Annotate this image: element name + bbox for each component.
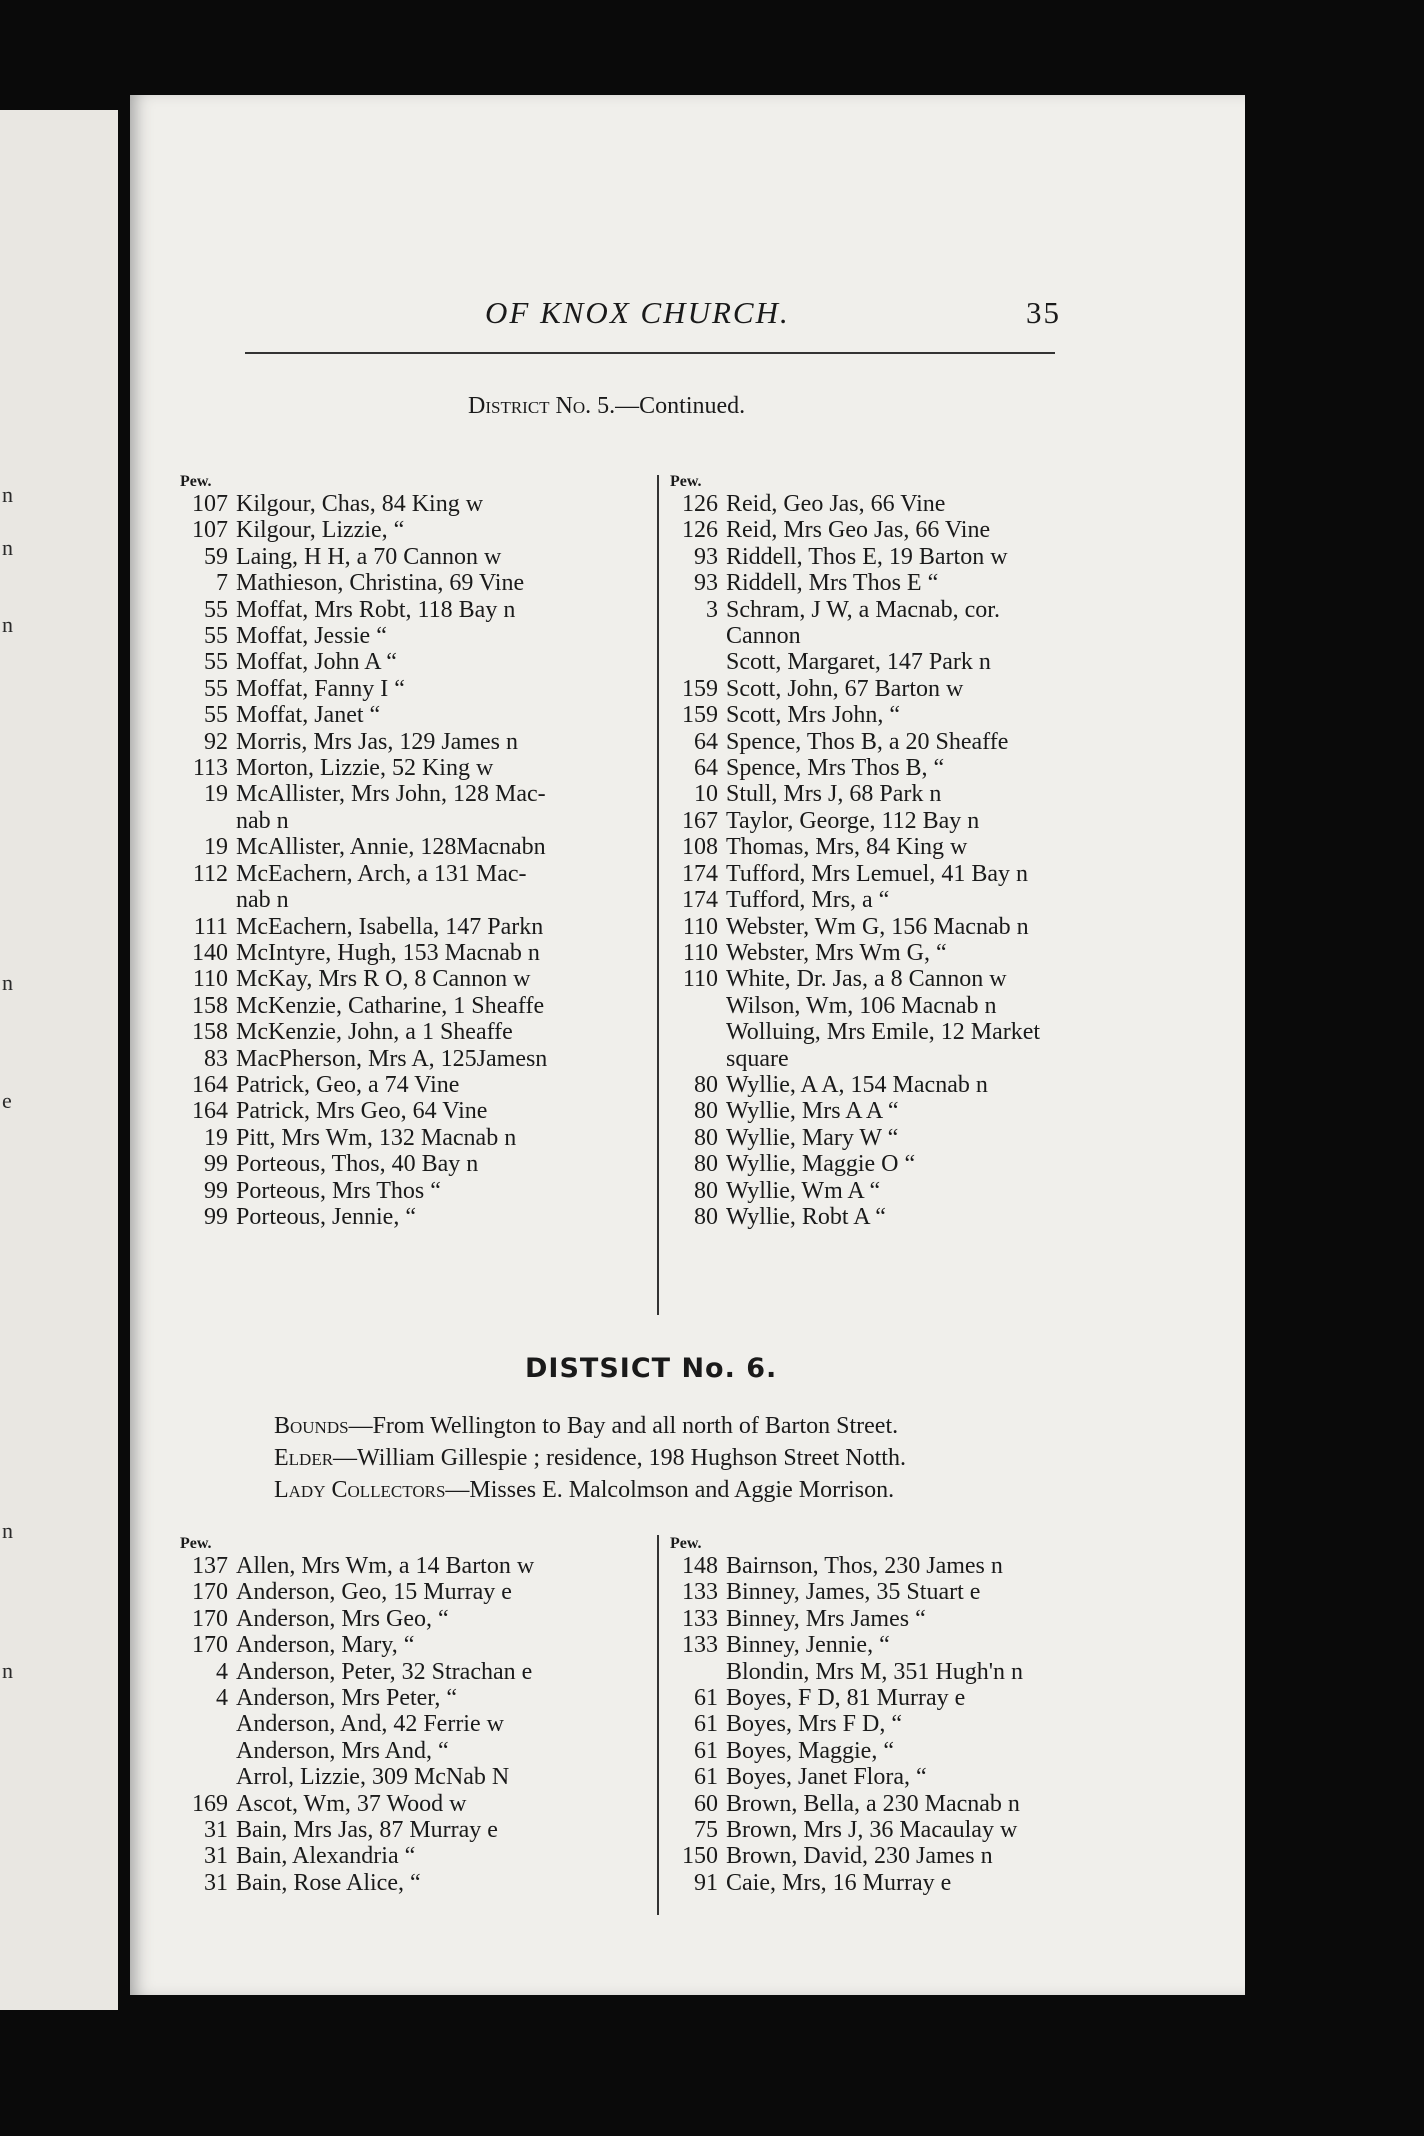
list-item	[670, 1072, 1040, 1098]
pew-number: 110	[682, 913, 718, 940]
member-entry: Boyes, Maggie, “	[726, 1737, 894, 1764]
pew-number	[180, 1738, 236, 1764]
member-entry: Wyllie, A A, 154 Macnab n	[726, 1071, 988, 1098]
pew-number: 107	[192, 491, 228, 517]
pew-number: 110	[192, 966, 228, 993]
list-item	[670, 1791, 1023, 1817]
list-item	[670, 1098, 1040, 1124]
member-entry: Patrick, Mrs Geo, 64 Vine	[236, 1098, 488, 1125]
member-entry: Scott, John, 67 Barton w	[726, 675, 964, 702]
list-item	[670, 1843, 1023, 1869]
pew-number: 126	[682, 517, 718, 544]
list-item	[180, 861, 547, 887]
list-item	[180, 755, 547, 781]
member-entry: Porteous, Thos, 40 Bay n	[236, 1151, 479, 1178]
member-entry: Mathieson, Christina, 69 Vine	[236, 570, 525, 597]
member-entry: Anderson, Peter, 32 Strachan e	[236, 1658, 533, 1685]
pew-number: 80	[694, 1124, 718, 1151]
member-entry: McAllister, Mrs John, 128 Mac-	[236, 781, 546, 808]
district5-left-column	[180, 473, 547, 1230]
pew-number	[180, 1711, 236, 1737]
member-entry: Kilgour, Lizzie, “	[236, 517, 405, 544]
member-entry: square	[726, 1045, 789, 1072]
pew-number: 133	[682, 1605, 718, 1632]
pew-number: 174	[682, 860, 718, 887]
member-entry: Tufford, Mrs Lemuel, 41 Bay n	[726, 860, 1028, 887]
member-entry: Spence, Mrs Thos B, “	[726, 755, 945, 782]
pew-number: 110	[682, 966, 718, 993]
member-entry: Arrol, Lizzie, 309 McNab N	[236, 1764, 510, 1791]
list-item	[670, 517, 1040, 543]
pew-number: 137	[192, 1553, 228, 1579]
pew-number: 64	[694, 755, 718, 782]
list-item	[180, 966, 547, 992]
left-page-fragment: n	[2, 482, 13, 507]
pew-number: 164	[192, 1071, 228, 1098]
pew-number: 31	[204, 1843, 228, 1870]
member-entry: Anderson, Mrs And, “	[236, 1737, 449, 1764]
left-page-fragment: n	[2, 970, 13, 995]
bounds-label: Bounds	[274, 1413, 349, 1439]
list-item	[670, 1178, 1040, 1204]
member-entry: Tufford, Mrs, a “	[726, 887, 890, 914]
member-entry: Porteous, Jennie, “	[236, 1203, 416, 1230]
list-item	[670, 1606, 1023, 1632]
list-item	[180, 1579, 534, 1605]
pew-number: 159	[682, 675, 718, 702]
pew-number: 169	[192, 1790, 228, 1817]
district6-collectors	[274, 1477, 894, 1504]
member-entry: Wilson, Wm, 106 Macnab n	[726, 992, 997, 1019]
list-item	[670, 676, 1040, 702]
member-entry: Reid, Geo Jas, 66 Vine	[726, 491, 946, 517]
pew-number: 126	[682, 491, 718, 517]
pew-number: 99	[204, 1151, 228, 1178]
list-item	[180, 1738, 534, 1764]
pew-number: 19	[204, 781, 228, 808]
list-item	[180, 517, 547, 543]
member-entry: Brown, Bella, a 230 Macnab n	[726, 1790, 1020, 1817]
pew-number: 150	[682, 1843, 718, 1870]
pew-number: 31	[204, 1817, 228, 1844]
list-item	[180, 1019, 547, 1045]
pew-number: 61	[694, 1685, 718, 1712]
pew-number: 61	[694, 1764, 718, 1791]
pew-number: 148	[682, 1553, 718, 1579]
pew-number: 10	[694, 781, 718, 808]
pew-number: 55	[204, 675, 228, 702]
pew-number: 107	[192, 517, 228, 544]
member-entry: Patrick, Geo, a 74 Vine	[236, 1071, 460, 1098]
pew-number: 140	[192, 939, 228, 966]
list-item	[180, 993, 547, 1019]
list-item	[180, 887, 547, 913]
pew-number: 111	[193, 913, 228, 940]
pew-number: 4	[216, 1685, 228, 1712]
district6-left-column	[180, 1535, 534, 1896]
pew-number: 4	[216, 1658, 228, 1685]
collectors-label: Lady Collectors	[274, 1477, 446, 1503]
list-item	[670, 729, 1040, 755]
pew-number: 55	[204, 702, 228, 729]
pew-number: 80	[694, 1177, 718, 1204]
pew-number: 174	[682, 887, 718, 914]
pew-number: 93	[694, 543, 718, 570]
pew-number: 55	[204, 649, 228, 676]
member-entry: Laing, H H, a 70 Cannon w	[236, 543, 502, 570]
member-entry: Blondin, Mrs M, 351 Hugh'n n	[726, 1658, 1024, 1685]
pew-number: 80	[694, 1203, 718, 1230]
member-entry: Moffat, Mrs Robt, 118 Bay n	[236, 596, 516, 623]
pew-number	[180, 808, 236, 834]
list-item	[670, 649, 1040, 675]
list-item	[670, 808, 1040, 834]
left-page-fragment: e	[2, 1088, 12, 1113]
member-entry: Wyllie, Mary W “	[726, 1124, 899, 1151]
member-entry: Thomas, Mrs, 84 King w	[726, 834, 968, 861]
member-entry: Pitt, Mrs Wm, 132 Macnab n	[236, 1124, 517, 1151]
list-item	[180, 570, 547, 596]
member-entry: Binney, Mrs James “	[726, 1605, 926, 1632]
list-item	[670, 861, 1040, 887]
list-item	[180, 914, 547, 940]
list-item	[180, 1817, 534, 1843]
list-item	[180, 834, 547, 860]
member-entry: Porteous, Mrs Thos “	[236, 1177, 441, 1204]
list-item	[670, 834, 1040, 860]
member-entry: Boyes, F D, 81 Murray e	[726, 1685, 966, 1712]
member-entry: Anderson, And, 42 Ferrie w	[236, 1711, 504, 1738]
list-item	[670, 781, 1040, 807]
left-page-fragment: n	[2, 535, 13, 560]
list-item	[180, 1553, 534, 1579]
pew-number: 80	[694, 1071, 718, 1098]
list-item	[670, 914, 1040, 940]
pew-number: 158	[192, 992, 228, 1019]
list-item	[670, 1817, 1023, 1843]
member-entry: Wyllie, Maggie O “	[726, 1151, 916, 1178]
list-item	[180, 940, 547, 966]
elder-text: —William Gillespie ; residence, 198 Hughson Street Notth.	[333, 1445, 906, 1471]
member-entry: Riddell, Thos E, 19 Barton w	[726, 543, 1008, 570]
pew-header: Pew.	[670, 1535, 702, 1552]
pew-number: 3	[706, 596, 718, 623]
list-item	[180, 1659, 534, 1685]
member-entry: Moffat, Fanny I “	[236, 675, 405, 702]
list-item	[180, 1843, 534, 1869]
pew-number: 108	[682, 834, 718, 861]
list-item	[670, 1711, 1023, 1737]
list-item	[670, 1019, 1040, 1045]
list-item	[670, 1685, 1023, 1711]
member-entry: Webster, Mrs Wm G, “	[726, 939, 947, 966]
member-entry: Anderson, Geo, 15 Murray e	[236, 1579, 512, 1606]
pew-number: 158	[192, 1019, 228, 1046]
pew-number	[670, 623, 726, 649]
book-page	[130, 95, 1245, 1995]
list-item	[180, 1791, 534, 1817]
list-item	[180, 1606, 534, 1632]
member-entry: Bain, Rose Alice, “	[236, 1869, 421, 1896]
pew-number: 64	[694, 728, 718, 755]
district5-title-suffix: —Continued.	[615, 393, 746, 419]
header-rule	[245, 352, 1055, 354]
list-item	[180, 676, 547, 702]
member-entry: Scott, Margaret, 147 Park n	[726, 649, 991, 676]
member-entry: Anderson, Mary, “	[236, 1632, 415, 1659]
district6-bounds	[274, 1413, 898, 1440]
list-item	[180, 1125, 547, 1151]
member-entry: Bain, Alexandria “	[236, 1843, 416, 1870]
list-item	[670, 887, 1040, 913]
list-item	[180, 702, 547, 728]
list-item	[670, 491, 1040, 517]
district5-right-column	[670, 473, 1040, 1230]
member-entry: Brown, David, 230 James n	[726, 1843, 993, 1870]
pew-number: 75	[694, 1817, 718, 1844]
list-item	[180, 1870, 534, 1896]
pew-number: 110	[682, 939, 718, 966]
pew-number: 113	[192, 755, 228, 782]
list-item	[670, 544, 1040, 570]
list-item	[670, 1046, 1040, 1072]
page-number: 35	[1026, 295, 1061, 330]
list-item	[670, 1632, 1023, 1658]
pew-number: 31	[204, 1869, 228, 1896]
pew-number: 60	[694, 1790, 718, 1817]
list-item	[180, 1046, 547, 1072]
member-entry: Reid, Mrs Geo Jas, 66 Vine	[726, 517, 991, 544]
pew-number: 164	[192, 1098, 228, 1125]
list-item	[180, 729, 547, 755]
pew-header: Pew.	[180, 1535, 212, 1552]
list-item	[180, 1098, 547, 1124]
pew-number: 170	[192, 1579, 228, 1606]
pew-number	[670, 993, 726, 1019]
member-entry: Taylor, George, 112 Bay n	[726, 807, 980, 834]
pew-number: 133	[682, 1579, 718, 1606]
pew-number: 93	[694, 570, 718, 597]
list-item	[670, 1738, 1023, 1764]
member-entry: Ascot, Wm, 37 Wood w	[236, 1790, 467, 1817]
member-entry: nab n	[236, 807, 289, 834]
member-entry: Webster, Wm G, 156 Macnab n	[726, 913, 1029, 940]
pew-number: 61	[694, 1711, 718, 1738]
pew-number	[670, 1019, 726, 1045]
member-entry: McIntyre, Hugh, 153 Macnab n	[236, 939, 540, 966]
pew-number: 92	[204, 728, 228, 755]
list-item	[180, 1204, 547, 1230]
list-item	[670, 755, 1040, 781]
pew-number: 133	[682, 1632, 718, 1659]
district5-title	[468, 393, 1424, 420]
member-entry: McEachern, Arch, a 131 Mac-	[236, 860, 527, 887]
list-item	[180, 649, 547, 675]
member-entry: Riddell, Mrs Thos E “	[726, 570, 939, 597]
list-item	[180, 781, 547, 807]
elder-label: Elder	[274, 1445, 334, 1471]
member-entry: MacPherson, Mrs A, 125Jamesn	[236, 1045, 548, 1072]
left-page-fragment: n	[2, 1518, 13, 1543]
pew-number	[180, 1764, 236, 1790]
member-entry: Binney, James, 35 Stuart e	[726, 1579, 981, 1606]
pew-number: 170	[192, 1632, 228, 1659]
member-entry: Wyllie, Robt A “	[726, 1203, 886, 1230]
pew-number: 19	[204, 1124, 228, 1151]
pew-header: Pew.	[670, 473, 702, 490]
member-entry: Stull, Mrs J, 68 Park n	[726, 781, 942, 808]
list-item	[670, 1870, 1023, 1896]
member-entry: Brown, Mrs J, 36 Macaulay w	[726, 1817, 1018, 1844]
pew-number: 112	[192, 860, 228, 887]
list-item	[670, 1659, 1023, 1685]
pew-number	[670, 1659, 726, 1685]
list-item	[670, 966, 1040, 992]
pew-number: 91	[694, 1869, 718, 1896]
member-entry: Morris, Mrs Jas, 129 James n	[236, 728, 518, 755]
member-entry: Wyllie, Mrs A A “	[726, 1098, 899, 1125]
district6-elder	[274, 1445, 906, 1472]
list-item	[670, 623, 1040, 649]
pew-number	[670, 649, 726, 675]
member-entry: Kilgour, Chas, 84 King w	[236, 491, 484, 517]
list-item	[670, 1553, 1023, 1579]
member-entry: McKenzie, John, a 1 Sheaffe	[236, 1019, 513, 1046]
list-item	[180, 544, 547, 570]
left-page-edge	[0, 110, 118, 2010]
list-item	[180, 1711, 534, 1737]
left-page-fragment: n	[2, 612, 13, 637]
pew-number: 59	[204, 543, 228, 570]
member-entry: Moffat, Janet “	[236, 702, 381, 729]
list-item	[180, 597, 547, 623]
list-item	[180, 1178, 547, 1204]
member-entry: Boyes, Janet Flora, “	[726, 1764, 927, 1791]
collectors-text: —Misses E. Malcolmson and Aggie Morrison.	[445, 1477, 895, 1503]
pew-number: 99	[204, 1203, 228, 1230]
member-entry: Allen, Mrs Wm, a 14 Barton w	[236, 1553, 535, 1579]
list-item	[670, 1579, 1023, 1605]
pew-header: Pew.	[180, 473, 212, 490]
member-entry: Boyes, Mrs F D, “	[726, 1711, 903, 1738]
pew-number: 19	[204, 834, 228, 861]
list-item	[180, 1685, 534, 1711]
pew-number: 159	[682, 702, 718, 729]
list-item	[670, 940, 1040, 966]
column-divider	[657, 475, 659, 1315]
list-item	[180, 1072, 547, 1098]
member-entry: Bain, Mrs Jas, 87 Murray e	[236, 1817, 498, 1844]
member-entry: McKenzie, Catharine, 1 Sheaffe	[236, 992, 545, 1019]
member-entry: Wolluing, Mrs Emile, 12 Market	[726, 1019, 1041, 1046]
list-item	[670, 570, 1040, 596]
member-entry: Schram, J W, a Macnab, cor.	[726, 596, 1000, 623]
district6-right-column	[670, 1535, 1023, 1896]
member-entry: Bairnson, Thos, 230 James n	[726, 1553, 1003, 1579]
district5-title-prefix: District No. 5.	[468, 393, 616, 419]
member-entry: McKay, Mrs R O, 8 Cannon w	[236, 966, 531, 993]
list-item	[670, 1204, 1040, 1230]
pew-number: 61	[694, 1737, 718, 1764]
pew-number: 80	[694, 1098, 718, 1125]
member-entry: Cannon	[726, 623, 801, 650]
left-page-fragment: n	[2, 1658, 13, 1683]
list-item	[670, 1151, 1040, 1177]
member-entry: nab n	[236, 887, 289, 914]
list-item	[670, 1764, 1023, 1790]
pew-number: 7	[216, 570, 228, 597]
bounds-text: —From Wellington to Bay and all north of Barton Street.	[348, 1413, 899, 1439]
list-item	[670, 993, 1040, 1019]
member-entry: Morton, Lizzie, 52 King w	[236, 755, 494, 782]
member-entry: Anderson, Mrs Geo, “	[236, 1605, 449, 1632]
pew-number	[180, 887, 236, 913]
list-item	[180, 623, 547, 649]
pew-number: 55	[204, 596, 228, 623]
list-item	[180, 808, 547, 834]
member-entry: Anderson, Mrs Peter, “	[236, 1685, 457, 1712]
pew-number: 167	[682, 807, 718, 834]
member-entry: Moffat, John A “	[236, 649, 397, 676]
member-entry: Wyllie, Wm A “	[726, 1177, 881, 1204]
member-entry: McEachern, Isabella, 147 Parkn	[236, 913, 544, 940]
list-item	[180, 1151, 547, 1177]
column-divider	[657, 1535, 659, 1915]
list-item	[670, 1125, 1040, 1151]
list-item	[180, 1632, 534, 1658]
list-item	[670, 597, 1040, 623]
member-entry: Spence, Thos B, a 20 Sheaffe	[726, 728, 1009, 755]
list-item	[670, 702, 1040, 728]
list-item	[180, 1764, 534, 1790]
district6-heading: DISTSICT No. 6.	[525, 1353, 778, 1384]
pew-number	[670, 1046, 726, 1072]
member-entry: Scott, Mrs John, “	[726, 702, 900, 729]
pew-number: 170	[192, 1605, 228, 1632]
member-entry: White, Dr. Jas, a 8 Cannon w	[726, 966, 1007, 993]
page-title: OF KNOX CHURCH.	[485, 295, 790, 330]
list-item	[180, 491, 547, 517]
pew-number: 80	[694, 1151, 718, 1178]
pew-number: 83	[204, 1045, 228, 1072]
member-entry: Moffat, Jessie “	[236, 623, 387, 650]
member-entry: Caie, Mrs, 16 Murray e	[726, 1869, 952, 1896]
pew-number: 99	[204, 1177, 228, 1204]
member-entry: Binney, Jennie, “	[726, 1632, 890, 1659]
pew-number: 55	[204, 623, 228, 650]
member-entry: McAllister, Annie, 128Macnabn	[236, 834, 546, 861]
